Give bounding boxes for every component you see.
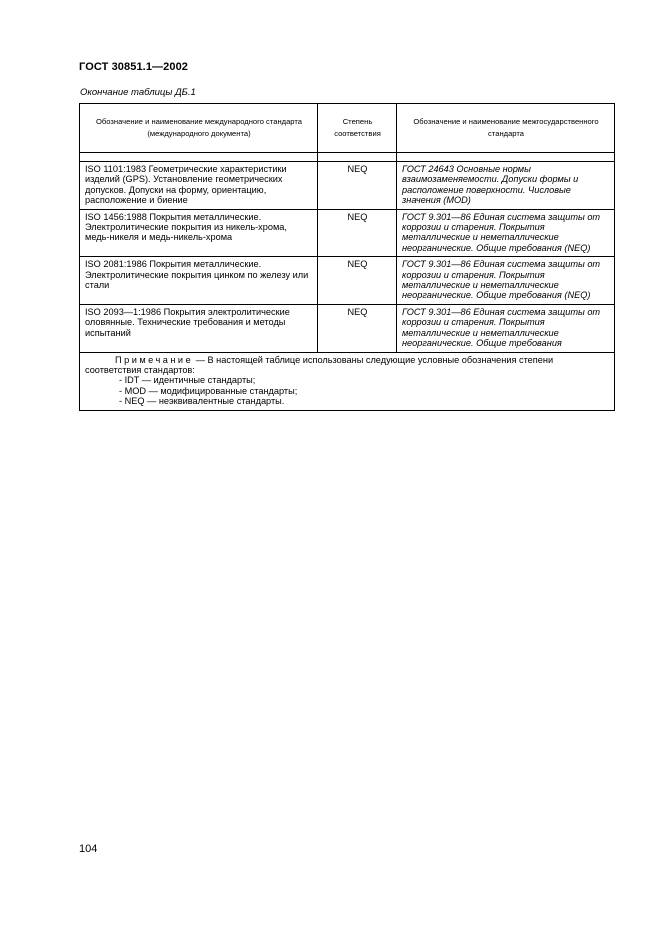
cell-international: ISO 1101:1983 Геометрические характеристики изделий (GPS). Установление геометрических допусков. Допуски на форму, ориентацию, расположение и биение [80, 162, 318, 210]
cell-international: ISO 1456:1988 Покрытия металлические. Электролитические покрытия из никель-хрома, медь-никеля и медь-никель-хрома [80, 209, 318, 257]
header-degree: Степень соответствия [318, 104, 397, 153]
correspondence-table [79, 103, 615, 411]
page-number: 104 [79, 843, 98, 855]
document-header: ГОСТ 30851.1—2002 [79, 61, 189, 73]
cell-interstate: ГОСТ 9.301—86 Единая система защиты от коррозии и старения. Покрытия металлические и неметаллические неорганические. Общие требования [397, 304, 615, 352]
table-row [80, 162, 615, 210]
cell-international: ISO 2093—1:1986 Покрытия электролитические оловянные. Технические требования и методы испытаний [80, 304, 318, 352]
header-international: Обозначение и наименование международного стандарта (международного документа) [80, 104, 318, 153]
table-row [80, 304, 615, 352]
note-item: - IDT — идентичные стандарты; [119, 375, 256, 386]
note-item: - MOD — модифицированные стандарты; [119, 385, 298, 396]
cell-degree: NEQ [318, 257, 397, 305]
note-item: - NEQ — неэквивалентные стандарты. [119, 396, 285, 407]
header-interstate: Обозначение и наименование межгосударственного стандарта [397, 104, 615, 153]
note-label: Примечание [115, 354, 194, 365]
cell-interstate: ГОСТ 9.301—86 Единая система защиты от коррозии и старения. Покрытия металлические и неметаллические неорганические. Общие требования (NEQ) [397, 209, 615, 257]
note-text [85, 355, 610, 376]
note-body: — В настоящей таблице использованы следующие условные обозначения степени соответствия стандартов: [85, 354, 554, 375]
cell-international: ISO 2081:1986 Покрытия металлические. Электролитические покрытия цинком по железу или стали [80, 257, 318, 305]
cell-interstate: ГОСТ 9.301—86 Единая система защиты от коррозии и старения. Покрытия металлические и неметаллические неорганические. Общие требования (NEQ) [397, 257, 615, 305]
table-header-row [80, 104, 615, 153]
table-note [80, 352, 615, 410]
cell-degree: NEQ [318, 162, 397, 210]
cell-interstate: ГОСТ 24643 Основные нормы взаимозаменяемости. Допуски формы и расположение поверхности. Числовые значения (MOD) [397, 162, 615, 210]
note-row [80, 352, 615, 410]
header-spacer [80, 153, 615, 162]
table-caption: Окончание таблицы ДБ.1 [80, 87, 196, 98]
table-row [80, 257, 615, 305]
cell-degree: NEQ [318, 304, 397, 352]
cell-degree: NEQ [318, 209, 397, 257]
table-row [80, 209, 615, 257]
